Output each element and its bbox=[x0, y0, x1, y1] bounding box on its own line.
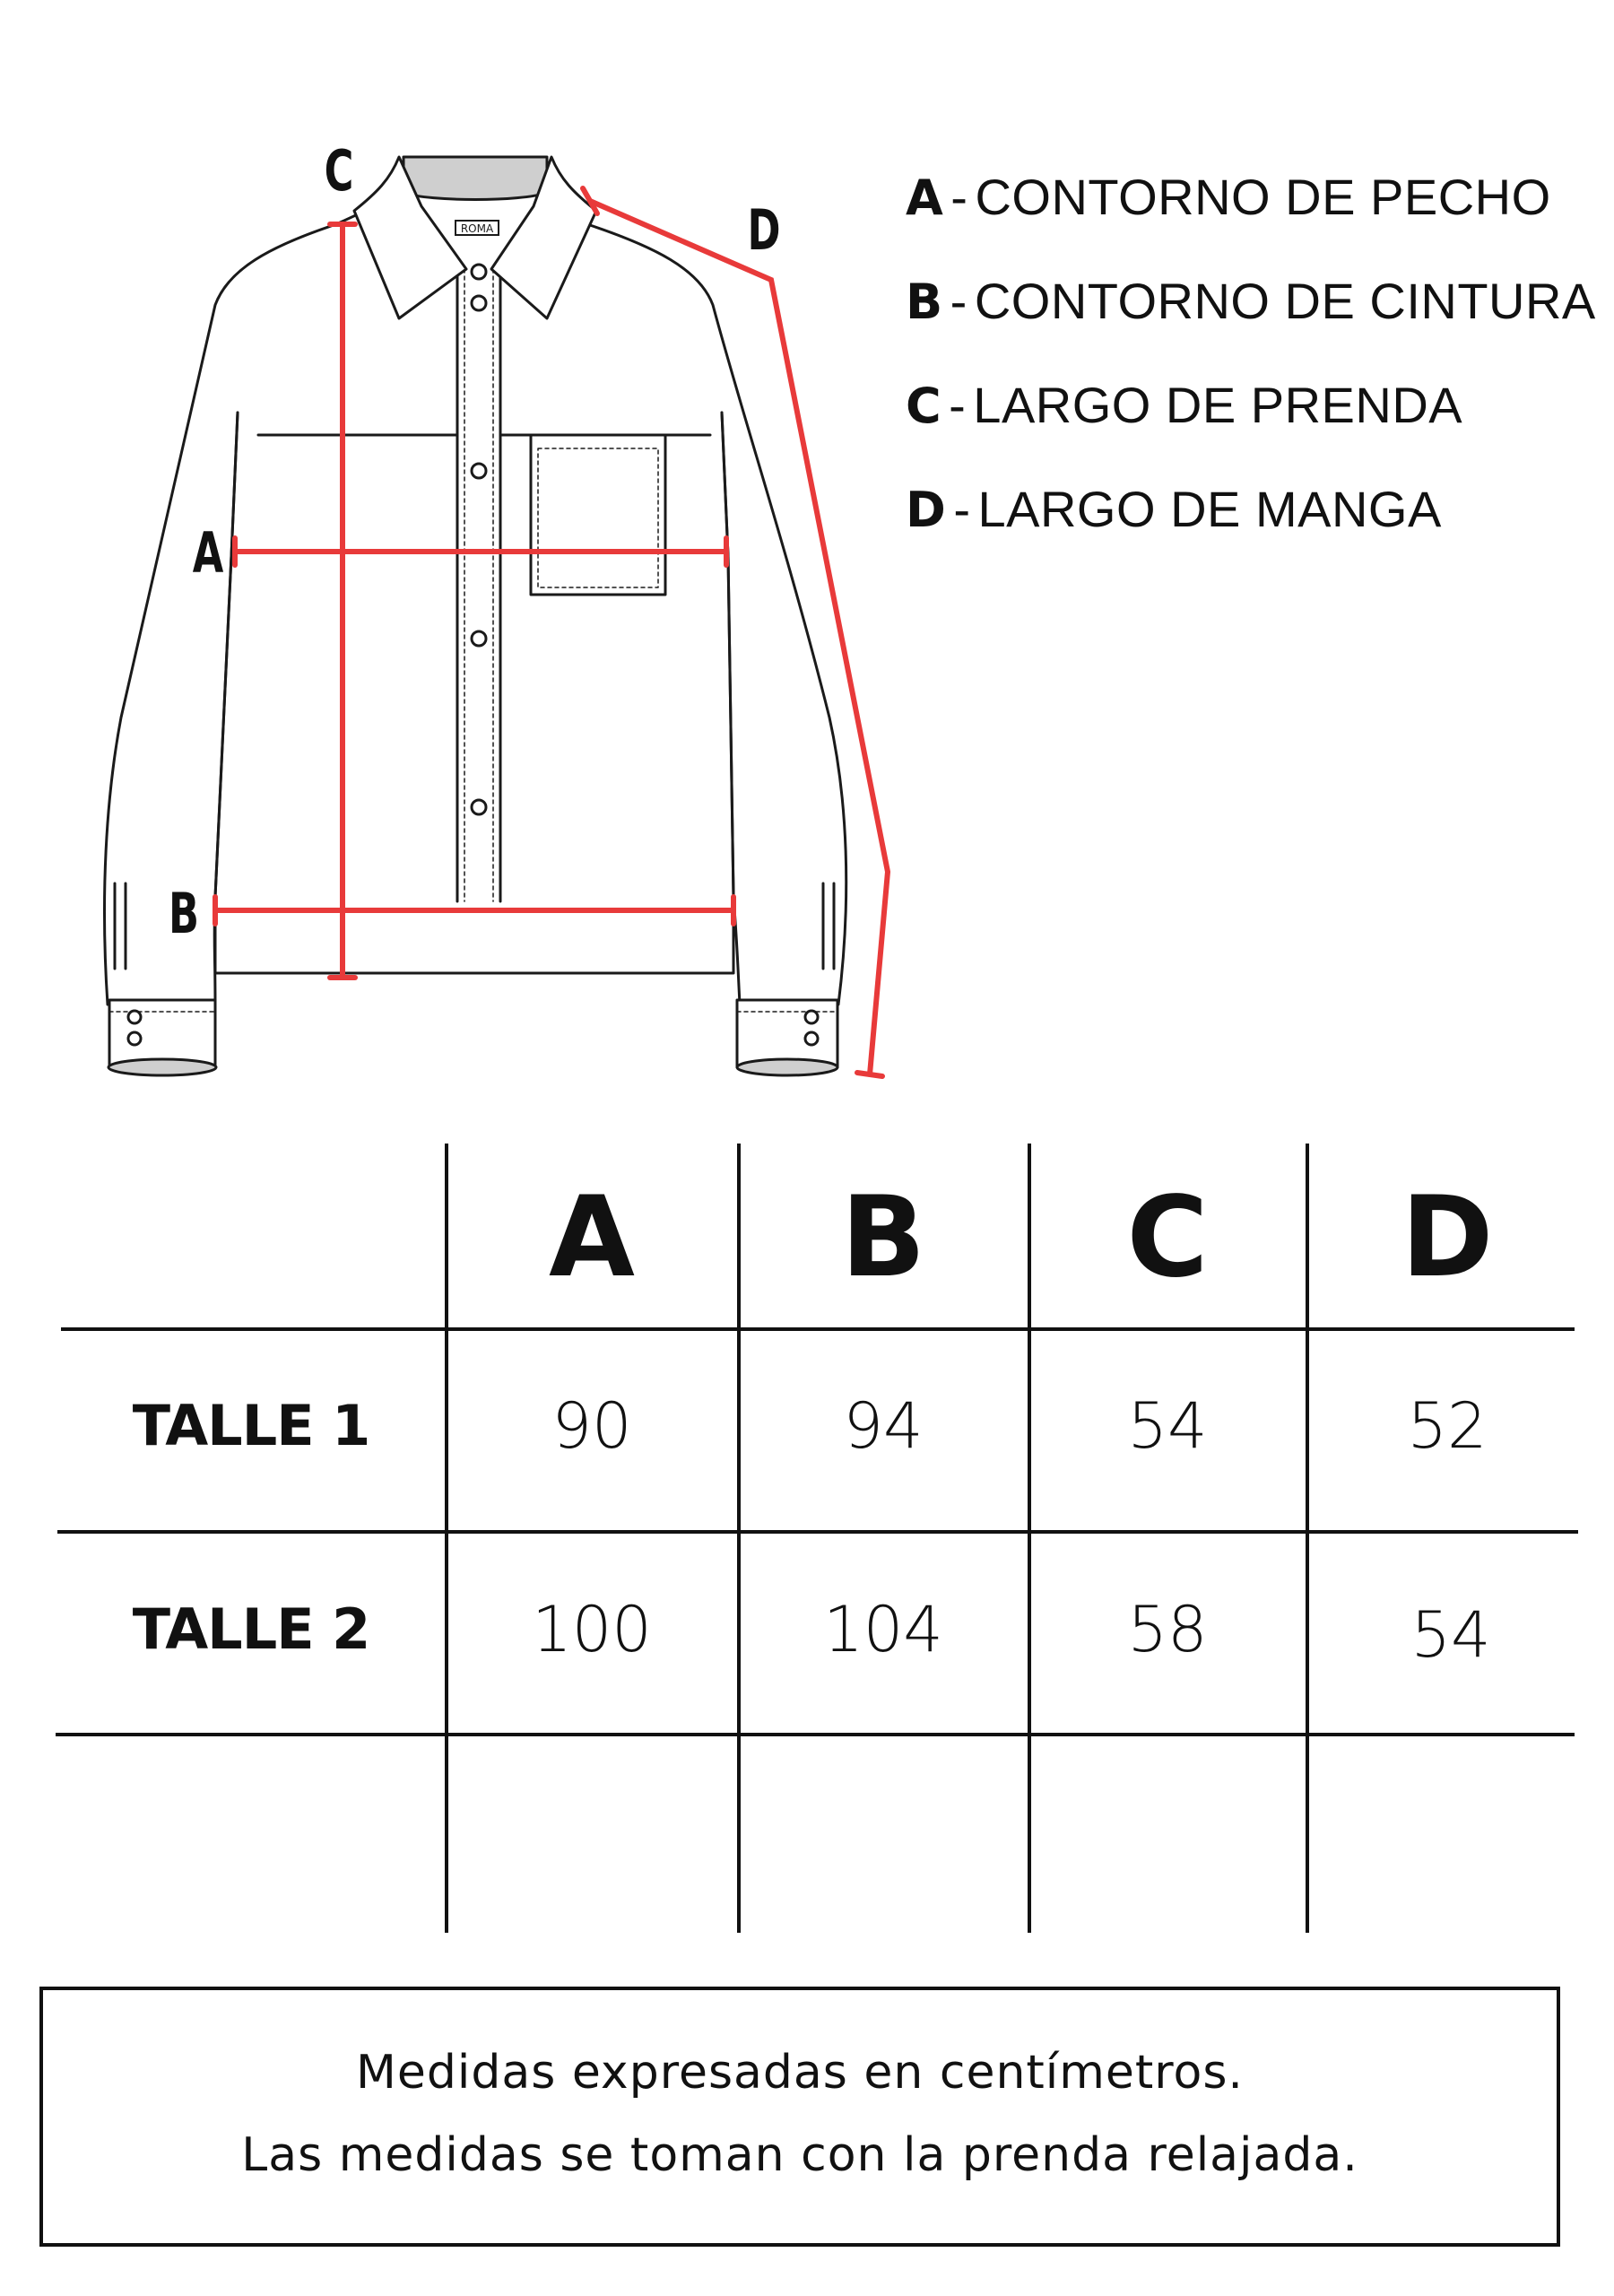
right-cuff bbox=[737, 1000, 837, 1067]
left-sleeve bbox=[104, 224, 336, 1004]
table-cell: 100 bbox=[532, 1593, 652, 1666]
column-header-a: A bbox=[549, 1173, 635, 1302]
measurement-legend bbox=[906, 161, 1596, 578]
chest-pocket bbox=[531, 435, 665, 595]
row-label-talle-2: TALLE 2 bbox=[132, 1596, 370, 1662]
right-sleeve bbox=[587, 224, 846, 1004]
column-header-b: B bbox=[840, 1173, 926, 1302]
button bbox=[472, 800, 486, 814]
diagram-label-a: A bbox=[192, 520, 224, 586]
table-divider bbox=[56, 1733, 1575, 1736]
shirt-body bbox=[215, 413, 733, 973]
column-header-d: D bbox=[1401, 1173, 1494, 1302]
left-cuff bbox=[109, 1000, 215, 1067]
collar-tag: ROMA bbox=[460, 222, 494, 235]
diagram-label-c: C bbox=[324, 138, 354, 204]
table-cell: 54 bbox=[1410, 1598, 1491, 1672]
button bbox=[472, 265, 486, 279]
table-divider bbox=[57, 1530, 1578, 1534]
table-cell: 52 bbox=[1407, 1389, 1488, 1463]
measurement-note bbox=[39, 1987, 1560, 2247]
row-label-talle-1: TALLE 1 bbox=[132, 1393, 370, 1458]
button bbox=[472, 464, 486, 478]
collar-band bbox=[404, 157, 547, 200]
table-cell: 54 bbox=[1127, 1389, 1208, 1463]
legend-item-a: A - CONTORNO DE PECHO bbox=[906, 169, 1551, 226]
legend-item-d: D - LARGO DE MANGA bbox=[906, 481, 1442, 538]
table-cell: 104 bbox=[823, 1593, 943, 1666]
diagram-label-d: D bbox=[747, 197, 781, 263]
table-divider bbox=[61, 1327, 1575, 1331]
table-cell: 58 bbox=[1127, 1593, 1208, 1666]
button bbox=[472, 631, 486, 646]
diagram-label-b: B bbox=[168, 881, 200, 946]
legend-item-b: B - CONTORNO DE CINTURA bbox=[906, 273, 1596, 330]
table-cell: 94 bbox=[843, 1389, 924, 1463]
column-header-c: C bbox=[1126, 1173, 1209, 1302]
legend-item-c: C - LARGO DE PRENDA bbox=[906, 377, 1463, 434]
table-cell: 90 bbox=[551, 1389, 632, 1463]
button bbox=[472, 296, 486, 310]
note-line-units: Medidas expresadas en centímetros. bbox=[356, 2046, 1244, 2100]
note-line-relaxed: Las medidas se toman con la prenda relajada. bbox=[241, 2128, 1358, 2182]
